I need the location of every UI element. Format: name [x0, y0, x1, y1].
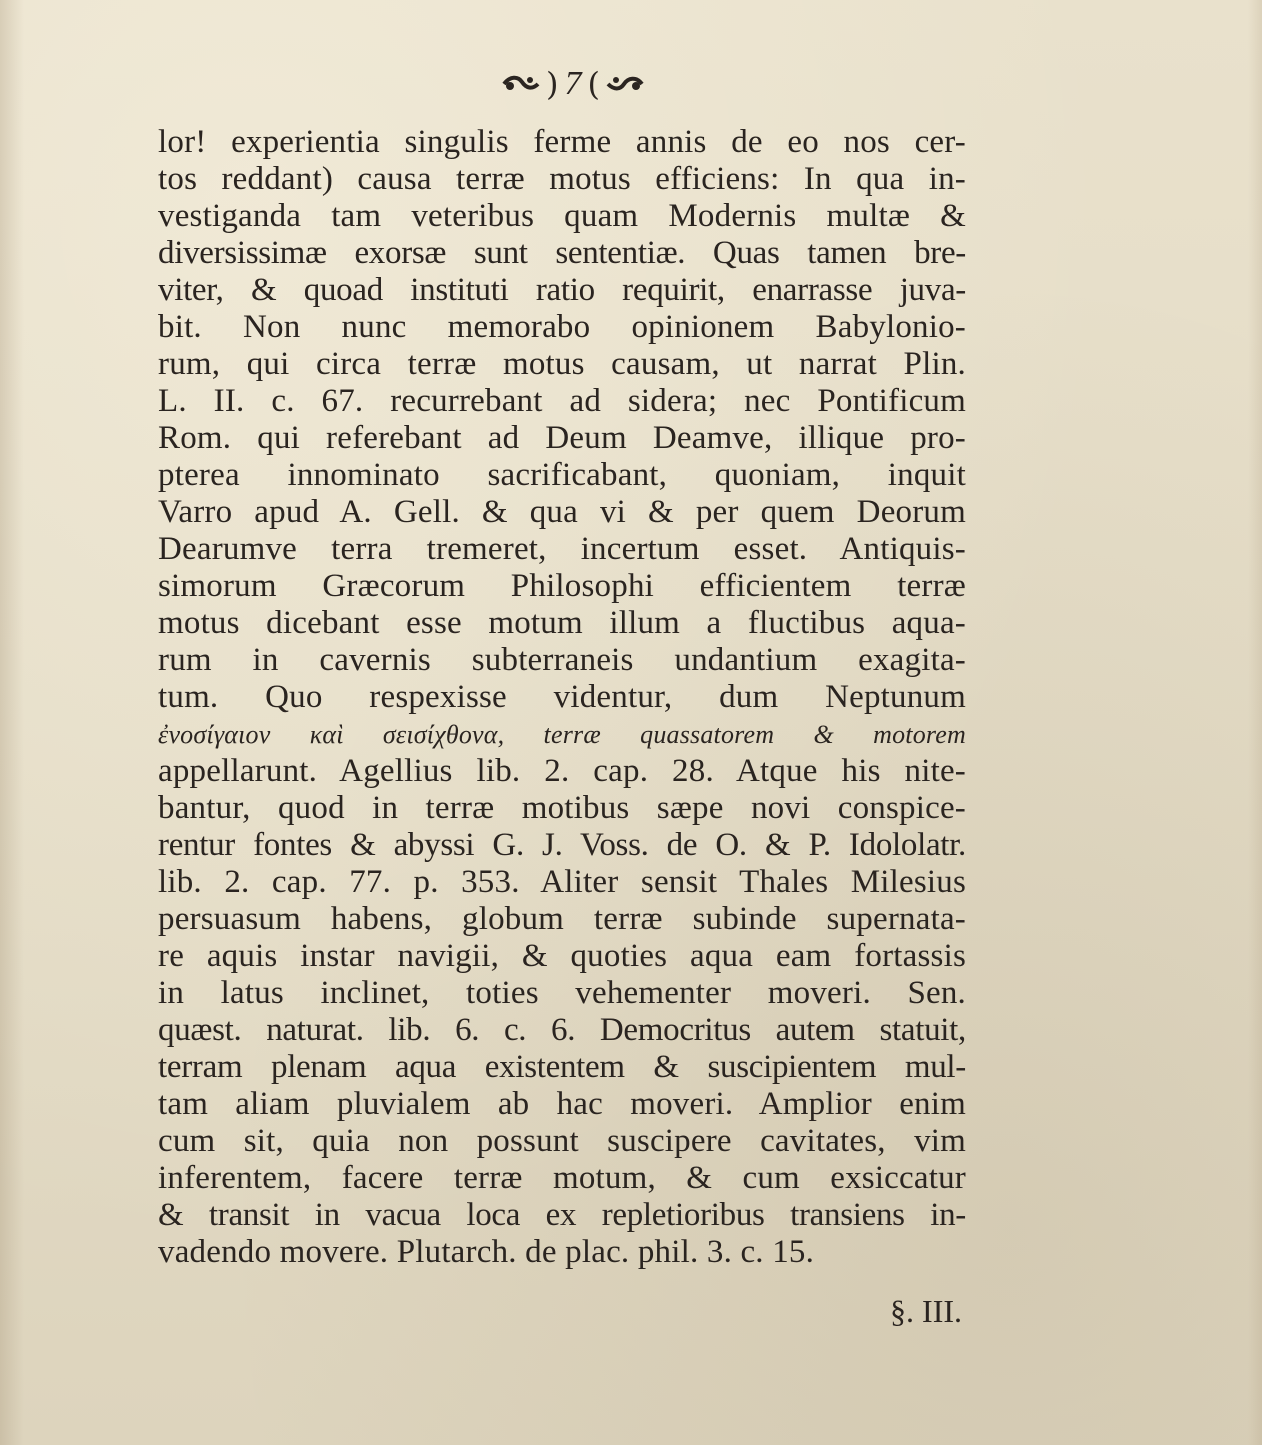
text-line: appellarunt. Agellius lib. 2. cap. 28. Atque his nite-: [158, 753, 966, 789]
text-line: tum. Quo respexisse videntur, dum Neptunum: [158, 679, 966, 715]
text-line: re aquis instar navigii, & quoties aqua eam fortassis: [158, 938, 966, 974]
left-ornament-icon: [502, 74, 540, 94]
text-line: Dearumve terra tremeret, incertum esset. Antiquis-: [158, 531, 966, 567]
left-paren: ): [546, 65, 559, 103]
text-line: in latus inclinet, toties vehementer moveri. Sen.: [158, 975, 966, 1011]
text-line: rum in cavernis subterraneis undantium exagita-: [158, 642, 966, 678]
text-line: lib. 2. cap. 77. p. 353. Aliter sensit Thales Milesius: [158, 864, 966, 900]
text-line: tos reddant) causa terræ motus efficiens: In qua in-: [158, 161, 966, 197]
text-line: persuasum habens, globum terræ subinde supernata-: [158, 901, 966, 937]
text-line-greek: ἐνοσίγαιον καὶ σεισίχθονα, terræ quassatorem & motorem: [158, 720, 966, 749]
text-line: bit. Non nunc memorabo opinionem Babylonio-: [158, 309, 966, 345]
text-line: bantur, quod in terræ motibus sæpe novi conspice-: [158, 790, 966, 826]
text-line: motus dicebant esse motum illum a fluctibus aqua-: [158, 605, 966, 641]
text-line: simorum Græcorum Philosophi efficientem terræ: [158, 568, 966, 604]
text-line: vestiganda tam veteribus quam Modernis multæ &: [158, 198, 966, 234]
text-line: viter, & quoad instituti ratio requirit, enarrasse juva-: [158, 272, 966, 308]
text-line: lor! experientia singulis ferme annis de eo nos cer-: [158, 124, 966, 160]
text-line: quæst. naturat. lib. 6. c. 6. Democritus autem statuit,: [158, 1012, 966, 1048]
right-ornament-icon: [606, 74, 644, 94]
page-number: 7: [564, 65, 582, 102]
text-line: cum sit, quia non possunt suscipere cavitates, vim: [158, 1123, 966, 1159]
text-line: rum, qui circa terræ motus causam, ut narrat Plin.: [158, 346, 966, 382]
text-line: Varro apud A. Gell. & qua vi & per quem Deorum: [158, 494, 966, 530]
page-right-edge-shadow: [1248, 0, 1262, 1445]
text-line: rentur fontes & abyssi G. J. Voss. de O. & P. Idololatr.: [158, 827, 966, 863]
text-line: L. II. c. 67. recurrebant ad sidera; nec Pontificum: [158, 383, 966, 419]
page-header: [468, 62, 678, 106]
catchword: §. III.: [890, 1293, 962, 1329]
text-line: Rom. qui referebant ad Deum Deamve, illique pro-: [158, 420, 966, 456]
text-line: & transit in vacua loca ex repletioribus transiens in-: [158, 1197, 966, 1233]
text-line: inferentem, facere terræ motum, & cum exsiccatur: [158, 1160, 966, 1196]
page-left-edge-shadow: [0, 0, 24, 1445]
body-text: [158, 124, 966, 1271]
text-line: diversissimæ exorsæ sunt sententiæ. Quas tamen bre-: [158, 235, 966, 271]
right-paren: (: [587, 65, 600, 103]
text-line: pterea innominato sacrificabant, quoniam, inquit: [158, 457, 966, 493]
text-line: tam aliam pluvialem ab hac moveri. Amplior enim: [158, 1086, 966, 1122]
text-line: terram plenam aqua existentem & suscipientem mul-: [158, 1049, 966, 1085]
text-line-last: vadendo movere. Plutarch. de plac. phil. 3. c. 15.: [158, 1234, 815, 1270]
